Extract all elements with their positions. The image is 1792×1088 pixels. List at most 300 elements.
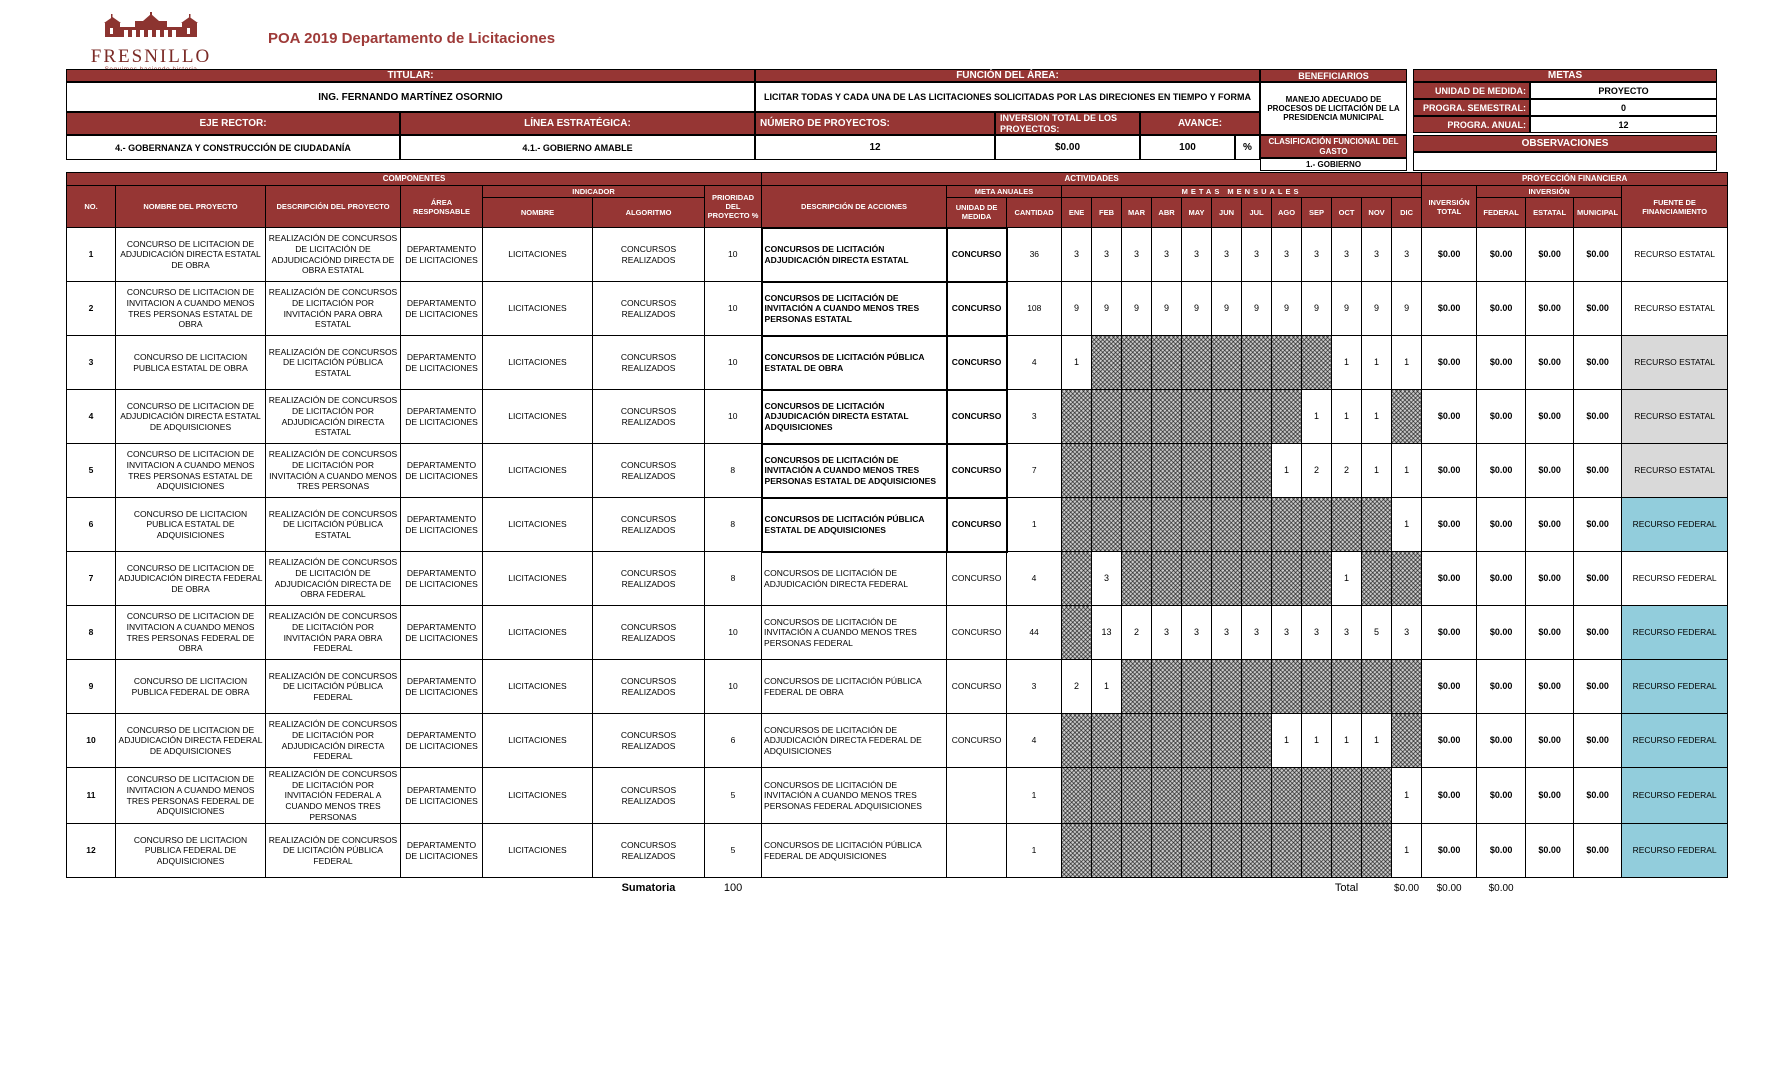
inversion-total-value: $0.00 [995, 135, 1140, 160]
amount-municipal: $0.00 [1574, 606, 1622, 660]
month-value-mar [1122, 390, 1152, 444]
amount-municipal: $0.00 [1574, 714, 1622, 768]
project-row [67, 228, 1728, 282]
fresnillo-logo [86, 12, 216, 73]
amount-federal: $0.00 [1477, 498, 1526, 552]
col-federal: FEDERAL [1477, 198, 1526, 228]
amount-municipal: $0.00 [1574, 282, 1622, 336]
unit-of-measure: CONCURSO [947, 336, 1007, 390]
month-value-ago [1272, 336, 1302, 390]
sumatoria-label: Sumatoria [593, 878, 705, 900]
month-value-ene: 1 [1062, 336, 1092, 390]
group-metas-mensuales: METAS MENSUALES [1062, 186, 1422, 198]
project-no: 2 [67, 282, 116, 336]
indicator-name: LICITACIONES [483, 714, 593, 768]
amount-inversion-total: $0.00 [1422, 498, 1477, 552]
funcion-value: LICITAR TODAS Y CADA UNA DE LAS LICITACIONES SOLICITADAS POR LAS DIRECIONES EN TIEMPO Y FORMA [755, 82, 1260, 112]
month-value-jun [1212, 390, 1242, 444]
month-value-nov [1362, 660, 1392, 714]
project-name: CONCURSO DE LICITACION PUBLICA ESTATAL DE ADQUISICIONES [116, 498, 266, 552]
linea-estrategica-label: LÍNEA ESTRATÉGICA: [400, 112, 755, 135]
eje-rector-label: EJE RECTOR: [66, 112, 400, 135]
titular-label: TITULAR: [66, 69, 755, 82]
project-priority: 10 [705, 660, 762, 714]
funding-source: RECURSO ESTATAL [1622, 336, 1728, 390]
month-value-ago: 3 [1272, 606, 1302, 660]
project-area: DEPARTAMENTO DE LICITACIONES [401, 768, 483, 824]
month-value-ene [1062, 824, 1092, 878]
indicator-algorithm: CONCURSOS REALIZADOS [593, 498, 705, 552]
month-value-sep: 9 [1302, 282, 1332, 336]
month-value-feb [1092, 336, 1122, 390]
project-name: CONCURSO DE LICITACION DE INVITACION A CUANDO MENOS TRES PERSONAS FEDERAL DE ADQUISICIONES [116, 768, 266, 824]
col-month-oct: OCT [1332, 198, 1362, 228]
month-value-dic [1392, 390, 1422, 444]
month-value-abr [1152, 444, 1182, 498]
month-value-sep [1302, 768, 1332, 824]
month-value-oct: 3 [1332, 228, 1362, 282]
month-value-feb: 9 [1092, 282, 1122, 336]
month-value-nov: 9 [1362, 282, 1392, 336]
month-value-jun: 9 [1212, 282, 1242, 336]
month-value-abr [1152, 824, 1182, 878]
month-value-abr: 3 [1152, 606, 1182, 660]
col-prioridad: PRIORIDAD DEL PROYECTO % [705, 186, 762, 228]
funding-source: RECURSO ESTATAL [1622, 228, 1728, 282]
col-month-may: MAY [1182, 198, 1212, 228]
month-value-may: 3 [1182, 606, 1212, 660]
project-no: 12 [67, 824, 116, 878]
month-value-ene [1062, 552, 1092, 606]
actions-description: CONCURSOS DE LICITACIÓN DE ADJUDICACIÓN DIRECTA FEDERAL DE ADQUISICIONES [762, 714, 947, 768]
month-value-oct [1332, 768, 1362, 824]
month-value-mar [1122, 768, 1152, 824]
month-value-feb [1092, 768, 1122, 824]
footer-cell [1122, 878, 1152, 900]
month-value-nov: 1 [1362, 714, 1392, 768]
project-row [67, 282, 1728, 336]
group-meta-anuales: META ANUALES [947, 186, 1062, 198]
month-value-dic: 3 [1392, 228, 1422, 282]
project-area: DEPARTAMENTO DE LICITACIONES [401, 228, 483, 282]
month-value-dic: 3 [1392, 606, 1422, 660]
month-value-sep [1302, 498, 1332, 552]
amount-estatal: $0.00 [1526, 282, 1574, 336]
col-unidad-medida: UNIDAD DE MEDIDA [947, 198, 1007, 228]
indicator-name: LICITACIONES [483, 282, 593, 336]
month-value-jul [1242, 768, 1272, 824]
col-month-ene: ENE [1062, 198, 1092, 228]
month-value-feb [1092, 390, 1122, 444]
amount-federal: $0.00 [1477, 660, 1526, 714]
project-priority: 6 [705, 714, 762, 768]
group-actividades: ACTIVIDADES [762, 173, 1422, 186]
project-priority: 10 [705, 606, 762, 660]
month-value-oct [1332, 824, 1362, 878]
funding-source: RECURSO FEDERAL [1622, 498, 1728, 552]
month-value-ene: 9 [1062, 282, 1092, 336]
annual-quantity: 4 [1007, 336, 1062, 390]
unit-of-measure: CONCURSO [947, 606, 1007, 660]
numero-proyectos-label: NÚMERO DE PROYECTOS: [755, 112, 995, 135]
month-value-dic [1392, 552, 1422, 606]
project-no: 3 [67, 336, 116, 390]
project-no: 5 [67, 444, 116, 498]
month-value-nov: 1 [1362, 336, 1392, 390]
annual-quantity: 1 [1007, 768, 1062, 824]
project-description: REALIZACIÓN DE CONCURSOS DE LICITACIÓN DE ADJUDICACIÓN DIRECTA DE OBRA FEDERAL [266, 552, 401, 606]
col-month-mar: MAR [1122, 198, 1152, 228]
amount-estatal: $0.00 [1526, 552, 1574, 606]
actions-description: CONCURSOS DE LICITACIÓN DE INVITACIÓN A CUANDO MENOS TRES PERSONAS FEDERAL [762, 606, 947, 660]
month-value-dic [1392, 714, 1422, 768]
poa-table [66, 172, 1728, 900]
month-value-mar [1122, 552, 1152, 606]
month-value-dic: 1 [1392, 768, 1422, 824]
unidad-medida-label: UNIDAD DE MEDIDA: [1413, 82, 1530, 99]
project-row [67, 768, 1728, 824]
month-value-ago [1272, 660, 1302, 714]
month-value-sep [1302, 552, 1332, 606]
month-value-sep: 2 [1302, 444, 1332, 498]
project-no: 4 [67, 390, 116, 444]
col-month-abr: ABR [1152, 198, 1182, 228]
actions-description: CONCURSOS DE LICITACIÓN PÚBLICA FEDERAL DE ADQUISICIONES [762, 824, 947, 878]
beneficiarios-value: MANEJO ADECUADO DE PROCESOS DE LICITACIÓN DE LA PRESIDENCIA MUNICIPAL [1260, 82, 1407, 135]
indicator-algorithm: CONCURSOS REALIZADOS [593, 660, 705, 714]
amount-estatal: $0.00 [1526, 498, 1574, 552]
footer-cell [1272, 878, 1302, 900]
month-value-ene [1062, 768, 1092, 824]
month-value-may: 3 [1182, 228, 1212, 282]
numero-proyectos-value: 12 [755, 135, 995, 160]
actions-description: CONCURSOS DE LICITACIÓN DE INVITACIÓN A CUANDO MENOS TRES PERSONAS ESTATAL [762, 282, 947, 336]
footer-cell [1302, 878, 1332, 900]
month-value-ene: 3 [1062, 228, 1092, 282]
project-name: CONCURSO DE LICITACION PUBLICA ESTATAL DE OBRA [116, 336, 266, 390]
actions-description: CONCURSOS DE LICITACIÓN ADJUDICACIÓN DIRECTA ESTATAL [762, 228, 947, 282]
project-area: DEPARTAMENTO DE LICITACIONES [401, 660, 483, 714]
indicator-name: LICITACIONES [483, 336, 593, 390]
project-priority: 10 [705, 282, 762, 336]
month-value-ene [1062, 444, 1092, 498]
project-row [67, 660, 1728, 714]
month-value-mar [1122, 444, 1152, 498]
indicator-algorithm: CONCURSOS REALIZADOS [593, 282, 705, 336]
month-value-dic [1392, 660, 1422, 714]
project-name: CONCURSO DE LICITACION DE ADJUDICACIÓN DIRECTA FEDERAL DE ADQUISICIONES [116, 714, 266, 768]
avance-percent-sign: % [1235, 135, 1260, 160]
unit-of-measure [947, 824, 1007, 878]
amount-federal: $0.00 [1477, 282, 1526, 336]
annual-quantity: 3 [1007, 660, 1062, 714]
month-value-jul: 3 [1242, 228, 1272, 282]
progra-anual-label: PROGRA. ANUAL: [1413, 116, 1530, 133]
indicator-algorithm: CONCURSOS REALIZADOS [593, 228, 705, 282]
amount-inversion-total: $0.00 [1422, 336, 1477, 390]
month-value-sep [1302, 824, 1332, 878]
month-value-nov [1362, 498, 1392, 552]
actions-description: CONCURSOS DE LICITACIÓN PÚBLICA ESTATAL DE OBRA [762, 336, 947, 390]
amount-inversion-total: $0.00 [1422, 552, 1477, 606]
month-value-mar [1122, 714, 1152, 768]
month-value-dic: 9 [1392, 282, 1422, 336]
amount-municipal: $0.00 [1574, 824, 1622, 878]
month-value-jul [1242, 824, 1272, 878]
project-priority: 5 [705, 824, 762, 878]
month-value-nov: 1 [1362, 390, 1392, 444]
total-inversion: $0.00 [1362, 878, 1392, 900]
project-name: CONCURSO DE LICITACION DE ADJUDICACIÓN DIRECTA ESTATAL DE OBRA [116, 228, 266, 282]
amount-inversion-total: $0.00 [1422, 768, 1477, 824]
project-name: CONCURSO DE LICITACION DE ADJUDICACIÓN DIRECTA FEDERAL DE OBRA [116, 552, 266, 606]
col-month-sep: SEP [1302, 198, 1332, 228]
unit-of-measure: CONCURSO [947, 444, 1007, 498]
project-row [67, 552, 1728, 606]
unit-of-measure: CONCURSO [947, 714, 1007, 768]
group-indicador: INDICADOR [483, 186, 705, 198]
amount-municipal: $0.00 [1574, 390, 1622, 444]
funding-source: RECURSO FEDERAL [1622, 606, 1728, 660]
month-value-feb: 3 [1092, 228, 1122, 282]
project-rows [67, 228, 1728, 878]
month-value-mar [1122, 498, 1152, 552]
col-cantidad: CANTIDAD [1007, 198, 1062, 228]
month-value-sep: 1 [1302, 714, 1332, 768]
month-value-jul: 9 [1242, 282, 1272, 336]
annual-quantity: 44 [1007, 606, 1062, 660]
amount-inversion-total: $0.00 [1422, 606, 1477, 660]
progra-anual-value: 12 [1530, 116, 1717, 133]
month-value-ago: 1 [1272, 714, 1302, 768]
month-value-jul [1242, 390, 1272, 444]
project-description: REALIZACIÓN DE CONCURSOS DE LICITACIÓN POR INVITACIÓN PARA OBRA ESTATAL [266, 282, 401, 336]
project-description: REALIZACIÓN DE CONCURSOS DE LICITACIÓN DE ADJUDICACIÓND DIRECTA DE OBRA ESTATAL [266, 228, 401, 282]
amount-inversion-total: $0.00 [1422, 824, 1477, 878]
col-area-responsable: ÁREA RESPONSABLE [401, 186, 483, 228]
month-value-oct: 1 [1332, 552, 1362, 606]
col-nombre-proyecto: NOMBRE DEL PROYECTO [116, 186, 266, 228]
month-value-ago: 1 [1272, 444, 1302, 498]
project-no: 7 [67, 552, 116, 606]
month-value-oct: 1 [1332, 390, 1362, 444]
project-priority: 5 [705, 768, 762, 824]
actions-description: CONCURSOS DE LICITACIÓN PÚBLICA FEDERAL DE OBRA [762, 660, 947, 714]
month-value-jun [1212, 824, 1242, 878]
project-no: 9 [67, 660, 116, 714]
col-algoritmo: ALGORITMO [593, 198, 705, 228]
col-month-nov: NOV [1362, 198, 1392, 228]
amount-inversion-total: $0.00 [1422, 390, 1477, 444]
project-no: 8 [67, 606, 116, 660]
footer-cell [1212, 878, 1242, 900]
project-row [67, 444, 1728, 498]
indicator-name: LICITACIONES [483, 824, 593, 878]
month-value-sep [1302, 660, 1332, 714]
amount-municipal: $0.00 [1574, 660, 1622, 714]
indicator-algorithm: CONCURSOS REALIZADOS [593, 768, 705, 824]
amount-municipal: $0.00 [1574, 552, 1622, 606]
project-area: DEPARTAMENTO DE LICITACIONES [401, 714, 483, 768]
amount-inversion-total: $0.00 [1422, 444, 1477, 498]
month-value-ago [1272, 390, 1302, 444]
col-month-feb: FEB [1092, 198, 1122, 228]
project-no: 10 [67, 714, 116, 768]
month-value-oct [1332, 660, 1362, 714]
project-area: DEPARTAMENTO DE LICITACIONES [401, 552, 483, 606]
month-value-jun: 3 [1212, 228, 1242, 282]
unit-of-measure: CONCURSO [947, 390, 1007, 444]
eje-rector-value: 4.- GOBERNANZA Y CONSTRUCCIÓN DE CIUDADANÍA [66, 135, 400, 160]
project-description: REALIZACIÓN DE CONCURSOS DE LICITACIÓN POR INVITACIÓN FEDERAL A CUANDO MENOS TRES PERSONAS [266, 768, 401, 824]
group-proyeccion-financiera: PROYECCIÓN FINANCIERA [1422, 173, 1728, 186]
linea-estrategica-value: 4.1.- GOBIERNO AMABLE [400, 135, 755, 160]
annual-quantity: 1 [1007, 498, 1062, 552]
month-value-mar: 3 [1122, 228, 1152, 282]
observaciones-label: OBSERVACIONES [1413, 135, 1717, 152]
month-value-nov: 5 [1362, 606, 1392, 660]
project-description: REALIZACIÓN DE CONCURSOS DE LICITACIÓN PÚBLICA FEDERAL [266, 660, 401, 714]
col-no: NO. [67, 186, 116, 228]
annual-quantity: 3 [1007, 390, 1062, 444]
month-value-abr [1152, 660, 1182, 714]
unit-of-measure: CONCURSO [947, 660, 1007, 714]
month-value-nov [1362, 824, 1392, 878]
amount-estatal: $0.00 [1526, 336, 1574, 390]
metas-label: METAS [1413, 69, 1717, 82]
clasificacion-gasto-label: CLASIFICACIÓN FUNCIONAL DEL GASTO [1260, 135, 1407, 158]
indicator-algorithm: CONCURSOS REALIZADOS [593, 444, 705, 498]
month-value-jul [1242, 552, 1272, 606]
month-value-may: 9 [1182, 282, 1212, 336]
month-value-may [1182, 390, 1212, 444]
unit-of-measure: CONCURSO [947, 282, 1007, 336]
project-no: 6 [67, 498, 116, 552]
page-title: POA 2019 Departamento de Licitaciones [268, 30, 556, 47]
funding-source: RECURSO FEDERAL [1622, 768, 1728, 824]
footer-cell [1062, 878, 1092, 900]
annual-quantity: 7 [1007, 444, 1062, 498]
logo-wordmark: FRESNILLO [90, 46, 212, 67]
month-value-feb: 13 [1092, 606, 1122, 660]
annual-quantity: 4 [1007, 714, 1062, 768]
project-row [67, 498, 1728, 552]
amount-inversion-total: $0.00 [1422, 714, 1477, 768]
indicator-name: LICITACIONES [483, 444, 593, 498]
month-value-ago: 9 [1272, 282, 1302, 336]
footer-blank-acciones [762, 878, 947, 900]
month-value-feb [1092, 498, 1122, 552]
month-value-ago [1272, 552, 1302, 606]
month-value-may [1182, 552, 1212, 606]
project-area: DEPARTAMENTO DE LICITACIONES [401, 824, 483, 878]
month-value-jul [1242, 714, 1272, 768]
month-value-sep: 1 [1302, 390, 1332, 444]
amount-municipal: $0.00 [1574, 768, 1622, 824]
indicator-algorithm: CONCURSOS REALIZADOS [593, 336, 705, 390]
beneficiarios-label: BENEFICIARIOS [1260, 69, 1407, 82]
footer-cell [1152, 878, 1182, 900]
month-value-mar [1122, 336, 1152, 390]
month-value-jul [1242, 660, 1272, 714]
project-description: REALIZACIÓN DE CONCURSOS DE LICITACIÓN PÚBLICA ESTATAL [266, 336, 401, 390]
month-value-feb [1092, 444, 1122, 498]
funding-source: RECURSO ESTATAL [1622, 444, 1728, 498]
month-value-oct: 3 [1332, 606, 1362, 660]
month-value-oct: 9 [1332, 282, 1362, 336]
funding-source: RECURSO FEDERAL [1622, 660, 1728, 714]
project-area: DEPARTAMENTO DE LICITACIONES [401, 444, 483, 498]
col-fuente-financiamiento: FUENTE DE FINANCIAMIENTO [1622, 186, 1728, 228]
actions-description: CONCURSOS DE LICITACIÓN DE ADJUDICACIÓN DIRECTA FEDERAL [762, 552, 947, 606]
month-value-ene: 2 [1062, 660, 1092, 714]
month-value-may [1182, 444, 1212, 498]
month-value-dic: 1 [1392, 824, 1422, 878]
table-footer [67, 878, 1728, 900]
project-priority: 10 [705, 336, 762, 390]
month-value-feb: 3 [1092, 552, 1122, 606]
month-value-ene [1062, 714, 1092, 768]
month-value-abr [1152, 552, 1182, 606]
indicator-name: LICITACIONES [483, 498, 593, 552]
project-name: CONCURSO DE LICITACION DE INVITACION A CUANDO MENOS TRES PERSONAS FEDERAL DE OBRA [116, 606, 266, 660]
month-value-ene [1062, 498, 1092, 552]
total-estatal: $0.00 [1422, 878, 1477, 900]
project-area: DEPARTAMENTO DE LICITACIONES [401, 336, 483, 390]
actions-description: CONCURSOS DE LICITACIÓN ADJUDICACIÓN DIRECTA ESTATAL ADQUISICIONES [762, 390, 947, 444]
amount-municipal: $0.00 [1574, 498, 1622, 552]
project-row [67, 606, 1728, 660]
month-value-sep: 3 [1302, 228, 1332, 282]
amount-estatal: $0.00 [1526, 390, 1574, 444]
actions-description: CONCURSOS DE LICITACIÓN DE INVITACIÓN A CUANDO MENOS TRES PERSONAS ESTATAL DE ADQUISICIONES [762, 444, 947, 498]
progra-semestral-value: 0 [1530, 99, 1717, 116]
funcion-label: FUNCIÓN DEL ÁREA: [755, 69, 1260, 82]
project-row [67, 824, 1728, 878]
amount-federal: $0.00 [1477, 552, 1526, 606]
month-value-ene [1062, 390, 1092, 444]
amount-municipal: $0.00 [1574, 228, 1622, 282]
month-value-oct: 1 [1332, 336, 1362, 390]
project-row [67, 336, 1728, 390]
unit-of-measure: CONCURSO [947, 498, 1007, 552]
month-value-sep [1302, 336, 1332, 390]
project-area: DEPARTAMENTO DE LICITACIONES [401, 606, 483, 660]
amount-inversion-total: $0.00 [1422, 228, 1477, 282]
progra-semestral-label: PROGRA. SEMESTRAL: [1413, 99, 1530, 116]
month-value-abr [1152, 768, 1182, 824]
col-indicador-nombre: NOMBRE [483, 198, 593, 228]
total-label: Total [1332, 878, 1362, 900]
project-area: DEPARTAMENTO DE LICITACIONES [401, 282, 483, 336]
funding-source: RECURSO FEDERAL [1622, 714, 1728, 768]
month-value-ago [1272, 498, 1302, 552]
col-month-jul: JUL [1242, 198, 1272, 228]
amount-federal: $0.00 [1477, 768, 1526, 824]
amount-federal: $0.00 [1477, 606, 1526, 660]
amount-estatal: $0.00 [1526, 824, 1574, 878]
month-value-ago [1272, 768, 1302, 824]
month-value-jul [1242, 444, 1272, 498]
month-value-may [1182, 336, 1212, 390]
indicator-algorithm: CONCURSOS REALIZADOS [593, 606, 705, 660]
indicator-algorithm: CONCURSOS REALIZADOS [593, 390, 705, 444]
month-value-jun [1212, 498, 1242, 552]
inversion-total-label: INVERSION TOTAL DE LOS PROYECTOS: [995, 112, 1140, 135]
amount-estatal: $0.00 [1526, 768, 1574, 824]
project-area: DEPARTAMENTO DE LICITACIONES [401, 390, 483, 444]
funding-source: RECURSO FEDERAL [1622, 552, 1728, 606]
